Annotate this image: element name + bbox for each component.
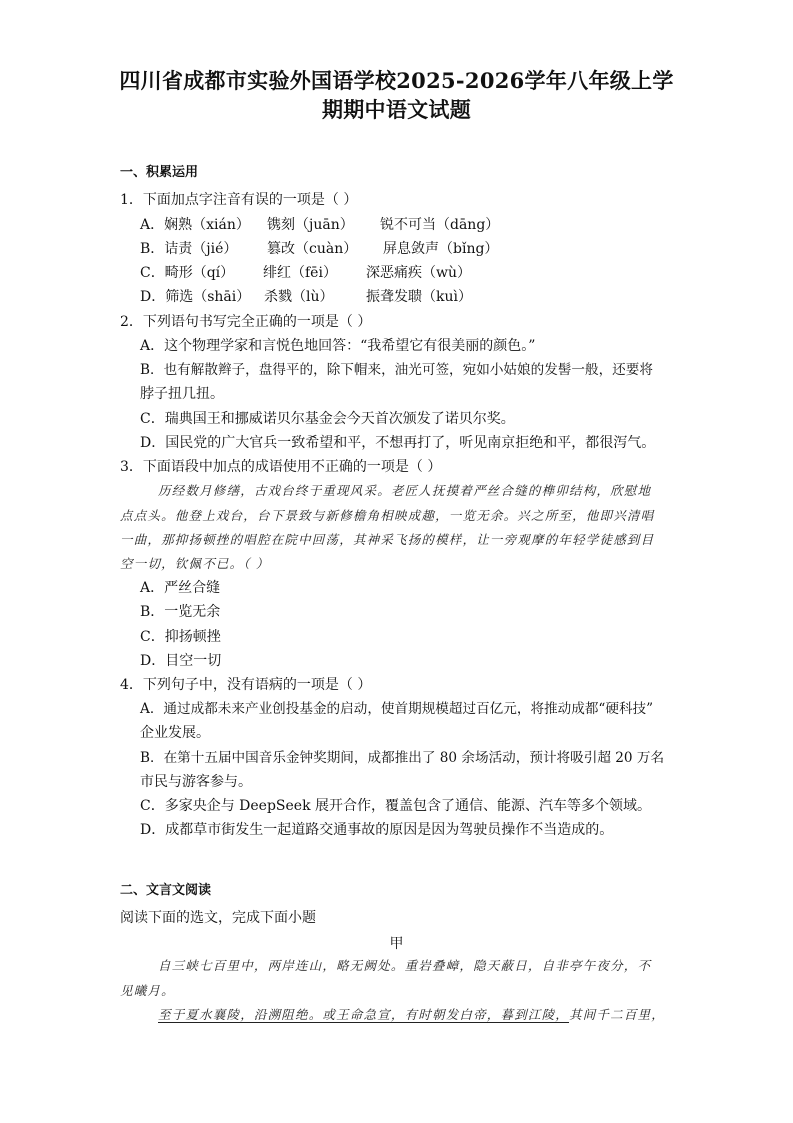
q4-option-a-line1: A．通过成都未来产业创投基金的启动，使首期规模超过百亿元，将推动成都“硬科技” — [140, 701, 654, 717]
reading-p1-line2: 见曦月。 — [120, 983, 175, 998]
reading-intro: 阅读下面的选文，完成下面小题 — [120, 910, 316, 926]
q1-b-2: 篡改（cuàn） — [267, 241, 358, 257]
q2-option-b-line2: 脖子扭几扭。 — [140, 386, 224, 402]
title-line-1: 四川省成都市实验外国语学校2025-2026学年八年级上学 — [119, 68, 674, 93]
reading-p2-rest: 其间千二百里， — [569, 1007, 665, 1022]
q2-option-c: C．瑞典国王和挪威诺贝尔基金会今天首次颁发了诺贝尔奖。 — [140, 411, 515, 427]
q4-option-b-line1: B．在第十五届中国音乐金钟奖期间，成都推出了 80 余场活动，预计将吸引超 20 万名 — [140, 750, 665, 766]
q4-option-a-line2: 企业发展。 — [140, 725, 210, 741]
q2-option-d: D．国民党的广大官兵一致希望和平，不想再打了，听见南京拒绝和平，都很泻气。 — [140, 435, 656, 451]
q1-a-3: 锐不可当（dāng） — [380, 217, 500, 233]
section-heading-2: 二、文言文阅读 — [120, 883, 212, 898]
q1-c-1: C．畸形（qí） — [140, 265, 235, 281]
q4-option-c: C．多家央企与 DeepSeek 展开合作，覆盖包含了通信、能源、汽车等多个领域。 — [140, 798, 652, 814]
q3-stem: 3．下面语段中加点的成语使用不正确的一项是（ ） — [120, 459, 442, 475]
q3-option-a: A．严丝合缝 — [140, 580, 221, 596]
q4-option-b-line2: 市民与游客参与。 — [140, 774, 252, 790]
q2-option-a: A．这个物理学家和言悦色地回答：“我希望它有很美丽的颜色。” — [140, 338, 536, 354]
q1-stem: 1．下面加点字注音有误的一项是（ ） — [120, 192, 358, 208]
q1-a-1: A．娴熟（xián） — [140, 217, 250, 233]
q1-c-2: 绯红（fēi） — [263, 265, 337, 281]
q4-option-d: D．成都草市街发生一起道路交通事故的原因是因为驾驶员操作不当造成的。 — [140, 822, 614, 838]
q1-b-1: B．诘责（jié） — [140, 241, 238, 257]
title-line-2: 期期中语文试题 — [321, 97, 472, 122]
reading-label: 甲 — [389, 936, 404, 952]
reading-p2-line1 — [158, 1006, 665, 1024]
q4-stem: 4．下列句子中，没有语病的一项是（ ） — [120, 677, 372, 693]
reading-p2-underlined: 至于夏水襄陵，沿溯阻绝。或王命急宣，有时朝发白帝，暮到江陵， — [158, 1007, 570, 1022]
q3-passage-line1: 历经数月修缮，古戏台终于重现风采。老匠人抚摸着严丝合缝的榫卯结构，欣慰地 — [158, 483, 652, 498]
q3-passage-line3: 一曲，那抑扬顿挫的唱腔在院中回荡，其神采飞扬的模样，让一旁观摩的年轻学徒感到目 — [120, 532, 655, 547]
reading-p1-line1: 自三峡七百里中，两岸连山，略无阙处。重岩叠嶂，隐天蔽日，自非亭午夜分，不 — [158, 958, 652, 973]
q2-stem: 2．下列语句书写完全正确的一项是（ ） — [120, 314, 372, 330]
q3-passage-line4: 空一切，钦佩不已。（ ） — [120, 556, 270, 571]
q1-c-3: 深恶痛疾（wù） — [366, 265, 471, 281]
q1-a-2: 镌刻（juān） — [267, 217, 354, 233]
q2-option-b-line1: B．也有解散辫子，盘得平的，除下帽来，油光可签，宛如小姑娘的发髻一般，还要将 — [140, 362, 653, 378]
section-heading-1: 一、积累运用 — [120, 165, 199, 180]
exam-title — [110, 66, 683, 124]
q3-option-d: D．目空一切 — [140, 653, 222, 669]
q1-b-3: 屏息敛声（bǐng） — [383, 241, 499, 257]
q3-option-c: C．抑扬顿挫 — [140, 629, 221, 645]
q3-option-b: B．一览无余 — [140, 604, 221, 620]
q1-d-2: 杀戮（lù） — [264, 289, 334, 305]
q1-d-3: 振聋发聩（kuì） — [366, 289, 472, 305]
q1-d-1: D．筛选（shāi） — [140, 289, 251, 305]
q3-passage-line2: 点点头。他登上戏台，台下景致与新修檐角相映成趣，一览无余。兴之所至，他即兴清唱 — [120, 508, 655, 523]
